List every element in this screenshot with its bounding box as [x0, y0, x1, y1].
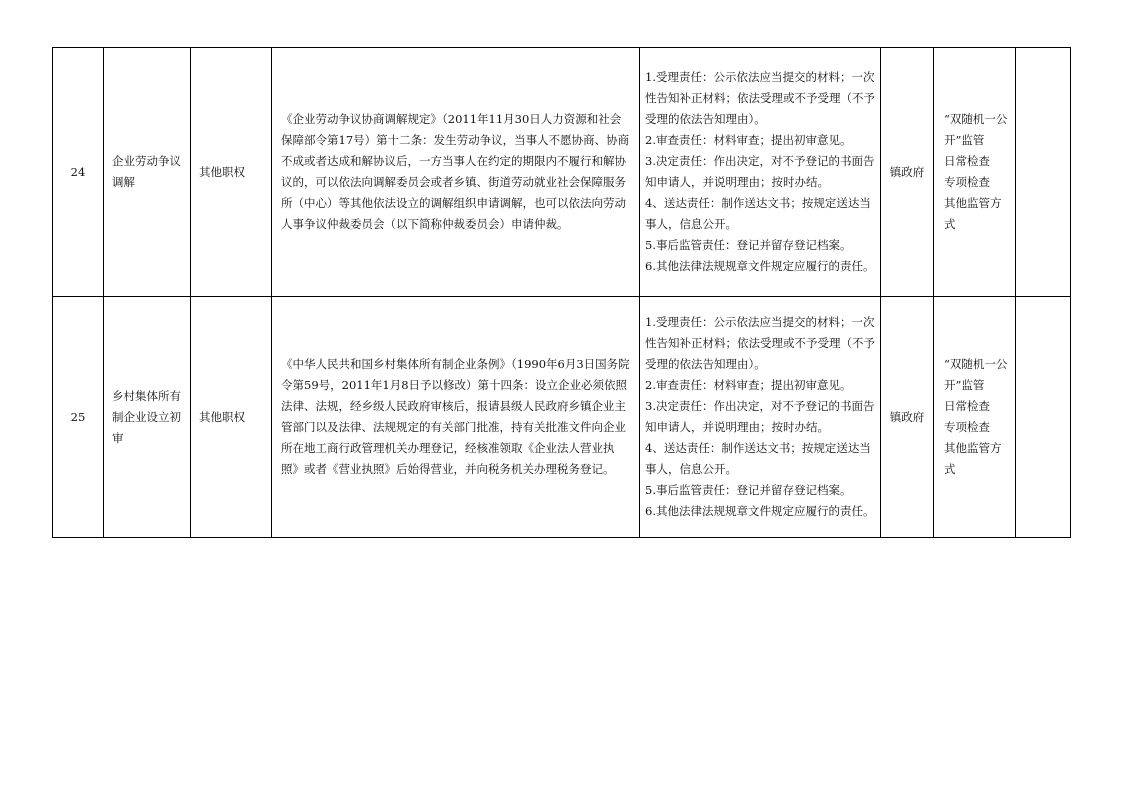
table-row — [53, 297, 1071, 538]
responsibility-item: 6.其他法律法规规章文件规定应履行的责任。 — [645, 259, 875, 273]
responsibility-item: 4、送达责任：制作送达文书；按规定送达当事人，信息公开。 — [645, 441, 871, 476]
responsibility-item: 6.其他法律法规规章文件规定应履行的责任。 — [645, 504, 875, 518]
table-row — [53, 48, 1071, 297]
supervision-method: “双随机一公开”监管 — [944, 357, 1008, 392]
supervision-methods — [934, 297, 1016, 538]
responsible-department: 镇政府 — [881, 48, 934, 297]
supervision-method: 日常检查 — [944, 399, 990, 413]
supervision-method: 专项检查 — [944, 175, 990, 189]
item-name: 企业劳动争议调解 — [104, 48, 191, 297]
supervision-method: 日常检查 — [944, 154, 990, 168]
supervision-method: 其他监管方式 — [944, 441, 1002, 476]
legal-basis: 《企业劳动争议协商调解规定》（2011年11月30日人力资源和社会保障部令第17号）第十二条：发生劳动争议，当事人不愿协商、协商不成或者达成和解协议后，一方当事人在约定的期限内不履行和解协议的，可以依法向调解委员会或者乡镇、街道劳动就业社会保障服务所（中心）等其他依法设立的调解组织申请调解，也可以依法向劳动人事争议仲裁委员会（以下简称仲裁委员会）申请仲裁。 — [272, 48, 640, 297]
remark-cell — [1016, 48, 1071, 297]
power-list-table — [52, 47, 1071, 538]
remark-cell — [1016, 297, 1071, 538]
responsibility-item: 1.受理责任：公示依法应当提交的材料；一次性告知补正材料；依法受理或不予受理（不予受理的依法告知理由）。 — [645, 70, 875, 126]
responsibility-item: 5.事后监管责任：登记并留存登记档案。 — [645, 483, 852, 497]
legal-basis: 《中华人民共和国乡村集体所有制企业条例》（1990年6月3日国务院令第59号，2011年1月8日予以修改）第十四条：设立企业必须依照法律、法规，经乡级人民政府审核后，报请县级人民政府乡镇企业主管部门以及法律、法规规定的有关部门批准，持有关批准文件向企业所在地工商行政管理机关办理登记，经核准领取《企业法人营业执照》或者《营业执照》后始得营业，并向税务机关办理税务登记。 — [272, 297, 640, 538]
supervision-method: “双随机一公开”监管 — [944, 112, 1008, 147]
responsibility-item: 3.决定责任：作出决定，对不予登记的书面告知申请人，并说明理由；按时办结。 — [645, 399, 875, 434]
responsibility-item: 4、送达责任：制作送达文书；按规定送达当事人，信息公开。 — [645, 196, 871, 231]
supervision-methods — [934, 48, 1016, 297]
power-type: 其他职权 — [191, 297, 272, 538]
item-number: 25 — [53, 297, 104, 538]
supervision-method: 专项检查 — [944, 420, 990, 434]
responsibility-item: 3.决定责任：作出决定，对不予登记的书面告知申请人，并说明理由；按时办结。 — [645, 154, 875, 189]
responsibility-list — [640, 48, 881, 297]
responsibility-item: 5.事后监管责任：登记并留存登记档案。 — [645, 238, 852, 252]
item-number: 24 — [53, 48, 104, 297]
responsibility-list — [640, 297, 881, 538]
responsibility-item: 2.审查责任：材料审查；提出初审意见。 — [645, 133, 852, 147]
item-name: 乡村集体所有制企业设立初审 — [104, 297, 191, 538]
supervision-method: 其他监管方式 — [944, 196, 1002, 231]
responsible-department: 镇政府 — [881, 297, 934, 538]
power-type: 其他职权 — [191, 48, 272, 297]
responsibility-item: 1.受理责任：公示依法应当提交的材料；一次性告知补正材料；依法受理或不予受理（不予受理的依法告知理由）。 — [645, 315, 875, 371]
responsibility-item: 2.审查责任：材料审查；提出初审意见。 — [645, 378, 852, 392]
